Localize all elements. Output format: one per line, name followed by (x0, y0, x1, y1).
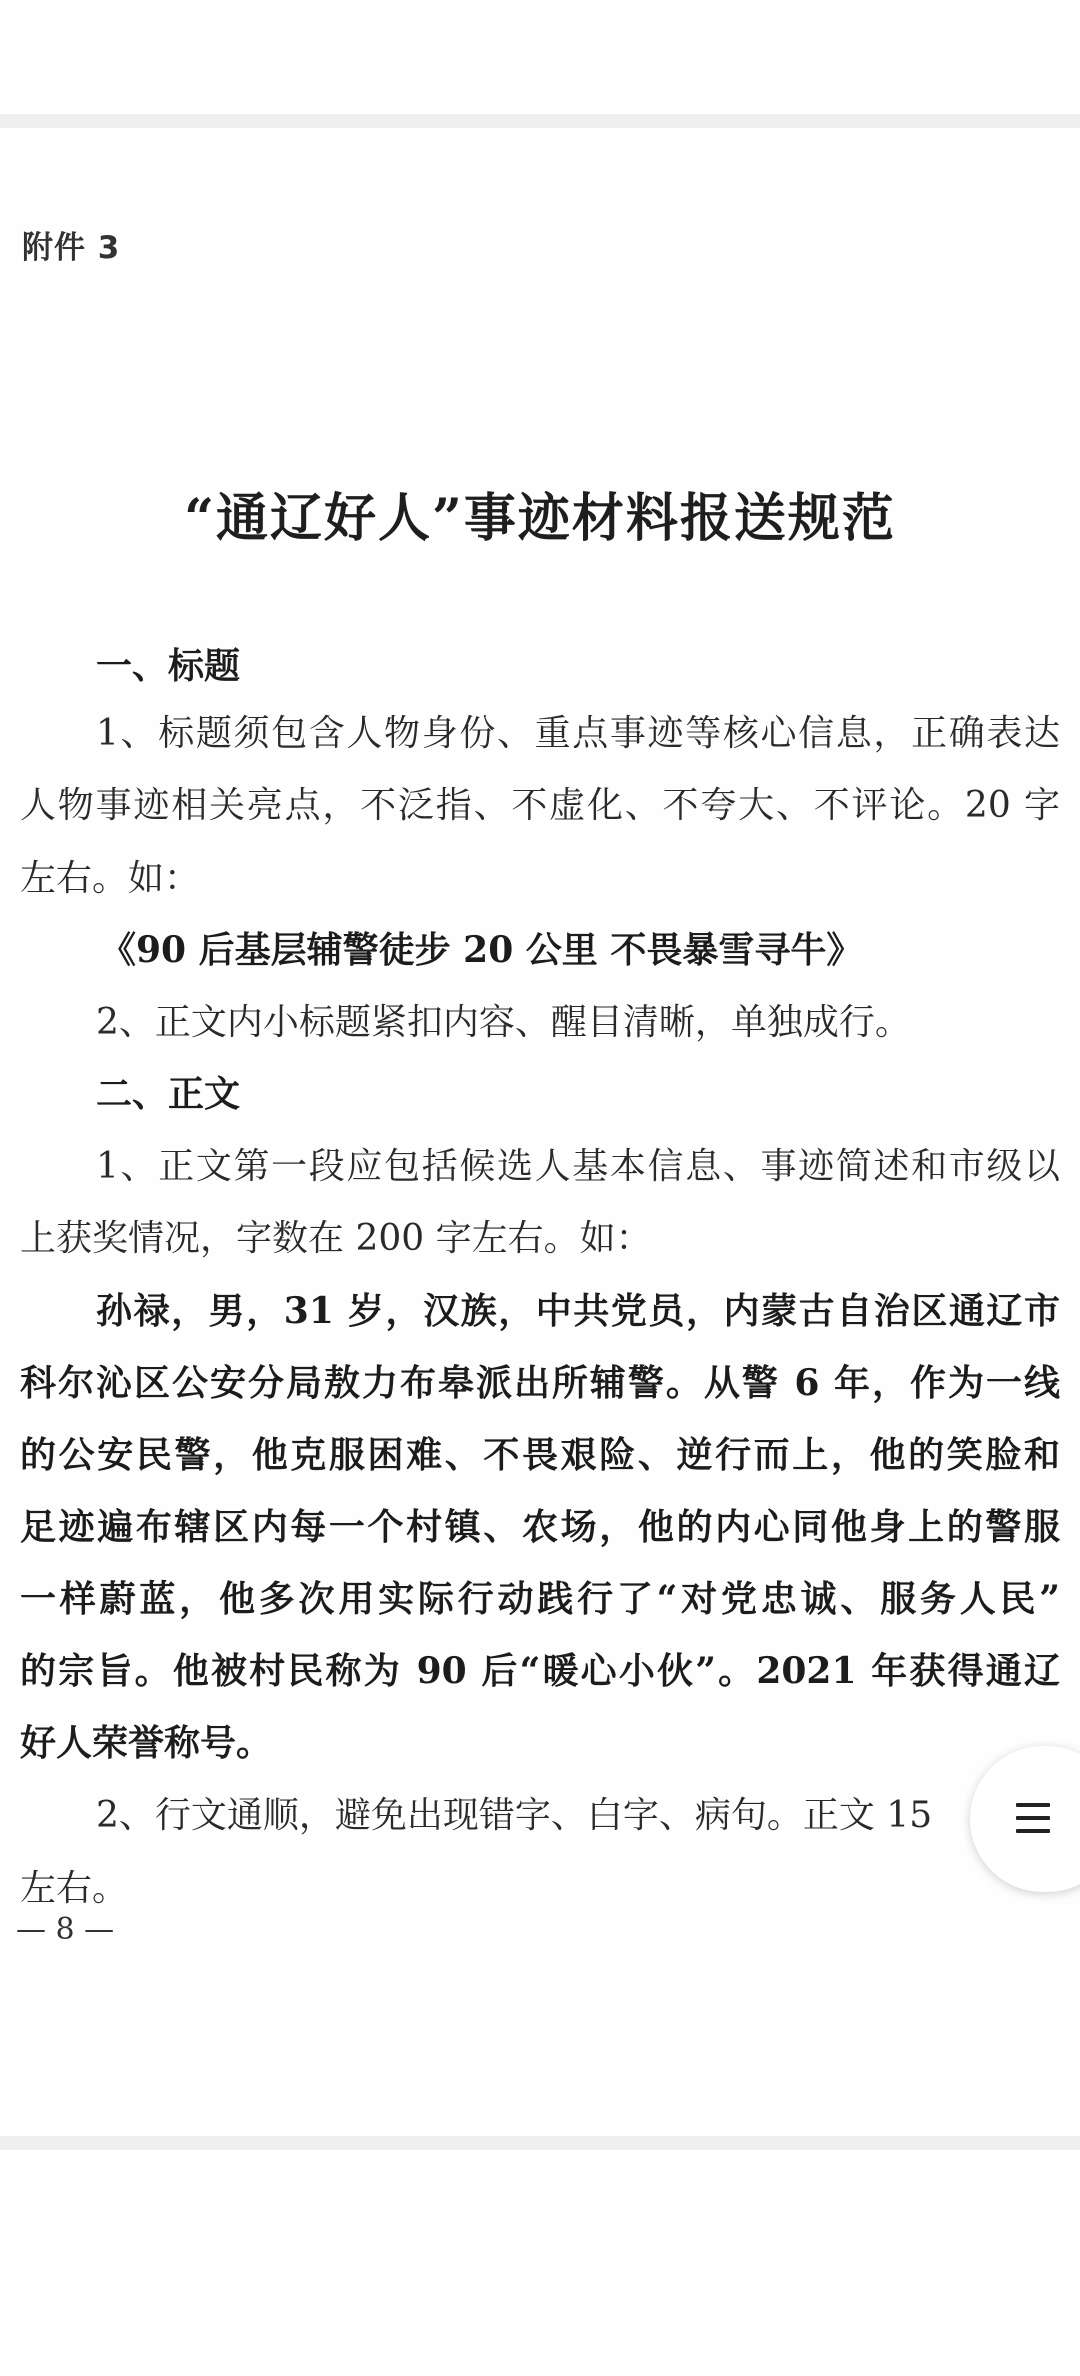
section-heading-body: 二、正文 (96, 1073, 241, 1115)
hamburger-menu-icon (1016, 1801, 1050, 1835)
example-paragraph-line: 孙禄，男，31 岁，汉族，中共党员，内蒙古自治区通辽市 (96, 1290, 1060, 1332)
example-paragraph-line: 的公安民警，他克服困难、不畏艰险、逆行而上，他的笑脸和 (20, 1434, 1060, 1476)
paragraph-line: 2、行文通顺，避免出现错字、白字、病句。正文 15 (96, 1795, 933, 1836)
section-heading-title: 一、标题 (96, 645, 241, 687)
paragraph-line: 1、正文第一段应包括候选人基本信息、事迹简述和市级以 (96, 1146, 1060, 1187)
paragraph-line: 1、标题须包含人物身份、重点事迹等核心信息，正确表达 (96, 713, 1060, 754)
example-paragraph-line: 科尔沁区公安分局敖力布皋派出所辅警。从警 6 年，作为一线 (20, 1362, 1060, 1404)
example-paragraph-line: 的宗旨。他被村民称为 90 后“暖心小伙”。2021 年获得通辽 (20, 1650, 1060, 1692)
paragraph-line: 左右。 (20, 1868, 129, 1909)
page-separator-bottom (0, 2136, 1080, 2150)
example-paragraph-line: 一样蔚蓝，他多次用实际行动践行了“对党忠诚、服务人民” (20, 1578, 1060, 1620)
paragraph-line: 左右。如： (20, 858, 201, 899)
paragraph-line: 人物事迹相关亮点，不泛指、不虚化、不夸大、不评论。20 字 (20, 785, 1060, 826)
paragraph-line: 2、正文内小标题紧扣内容、醒目清晰，单独成行。 (96, 1002, 911, 1043)
example-paragraph-line: 足迹遍布辖区内每一个村镇、农场，他的内心同他身上的警服 (20, 1506, 1060, 1548)
viewer-bottom-area (0, 2150, 1080, 2376)
viewer-top-area (0, 0, 1080, 114)
attachment-label: 附件 3 (22, 230, 121, 266)
page-number: — 8 — (16, 1912, 115, 1947)
paragraph-line: 上获奖情况，字数在 200 字左右。如： (20, 1218, 652, 1259)
document-title: “通辽好人”事迹材料报送规范 (184, 488, 896, 549)
page-separator-top (0, 114, 1080, 128)
example-paragraph-line: 好人荣誉称号。 (20, 1722, 273, 1764)
title-example: 《90 后基层辅警徒步 20 公里 不畏暴雪寻牛》 (100, 929, 863, 971)
